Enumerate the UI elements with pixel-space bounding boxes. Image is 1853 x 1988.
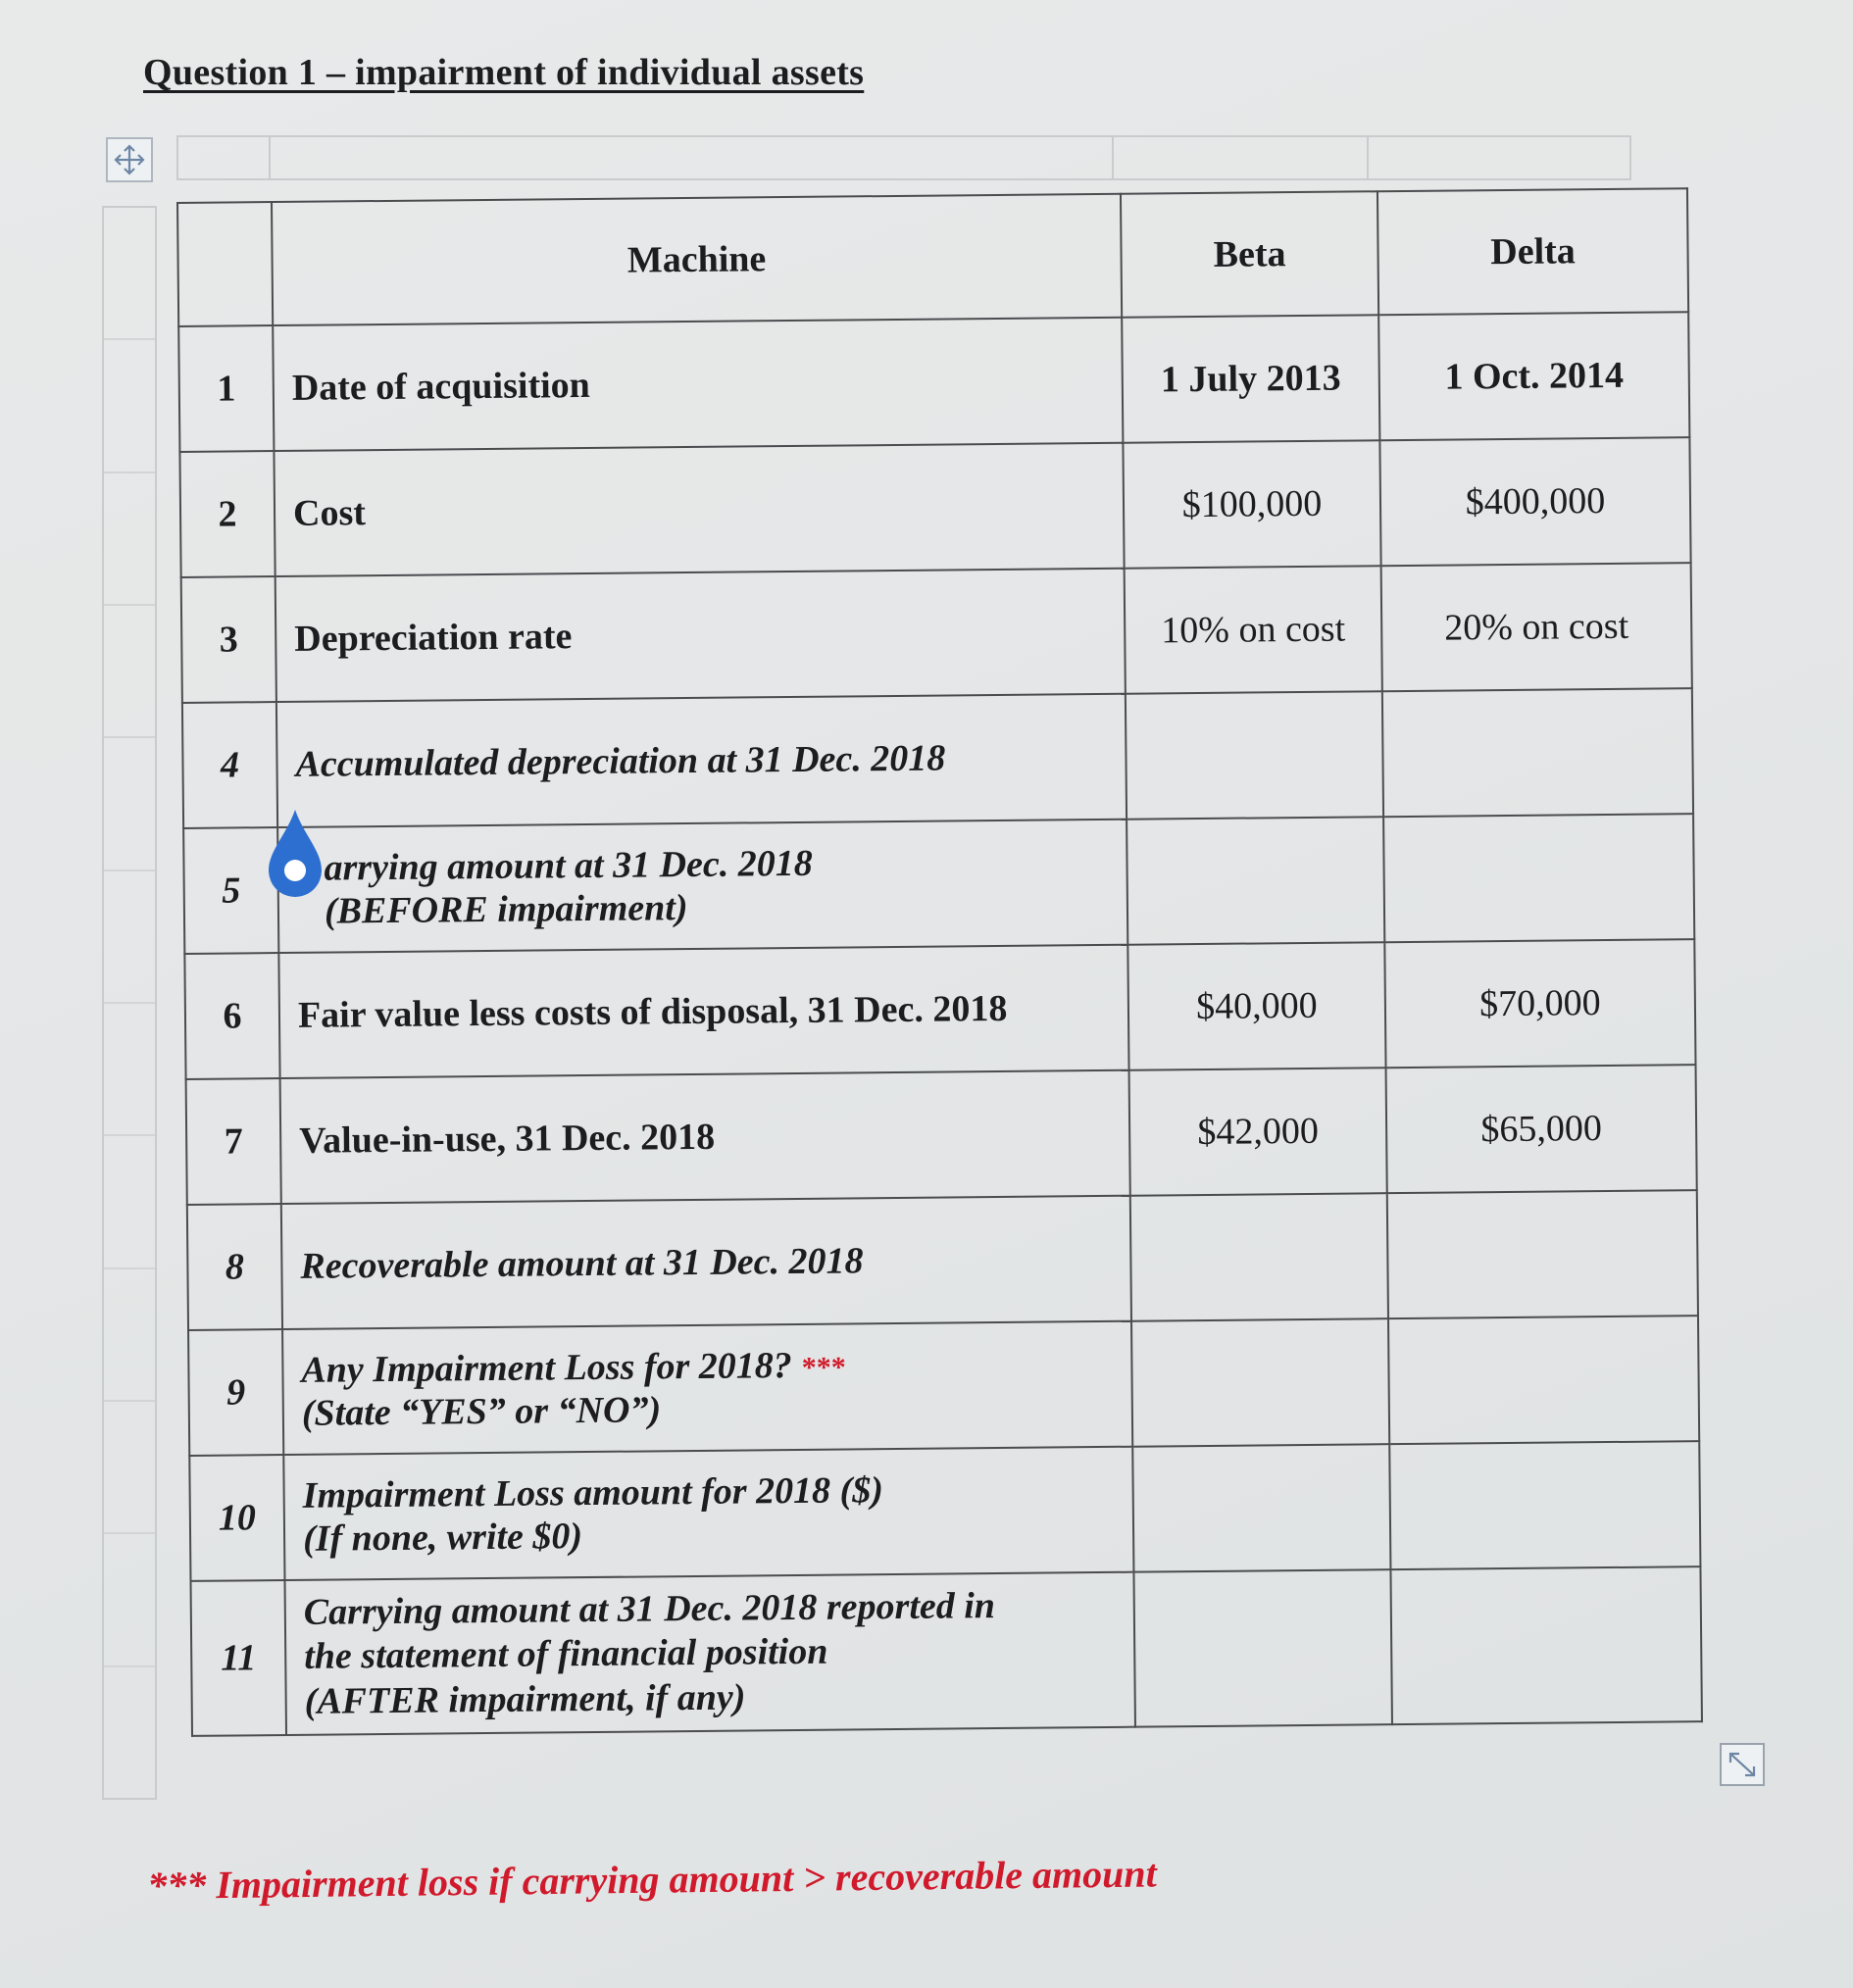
beta-cell[interactable] <box>1133 1569 1392 1727</box>
table-row <box>189 1441 1700 1581</box>
row-label-subtext: (AFTER impairment, if any) <box>304 1676 746 1722</box>
beta-cell[interactable]: $100,000 <box>1123 440 1380 569</box>
row-label-text: Accumulated depreciation at 31 Dec. 2018 <box>295 737 946 785</box>
delta-cell[interactable] <box>1388 1316 1699 1444</box>
delta-cell[interactable]: $65,000 <box>1386 1065 1697 1193</box>
delta-cell[interactable]: $70,000 <box>1384 939 1695 1068</box>
table-row <box>186 1065 1697 1205</box>
row-number: 7 <box>186 1078 281 1205</box>
row-label-text: Value-in-use, 31 Dec. 2018 <box>298 1116 716 1162</box>
table-row <box>183 814 1694 954</box>
beta-cell[interactable] <box>1127 817 1384 945</box>
beta-cell[interactable] <box>1130 1193 1388 1321</box>
row-number: 11 <box>191 1580 287 1736</box>
beta-cell[interactable] <box>1132 1444 1390 1572</box>
text-cursor-drop-icon[interactable] <box>265 806 326 900</box>
row-label-subtext: (If none, write $0) <box>302 1516 583 1560</box>
row-number: 3 <box>181 576 276 703</box>
header-num <box>177 202 273 326</box>
beta-cell[interactable]: 1 July 2013 <box>1122 315 1379 443</box>
row-label-subtext: (BEFORE impairment) <box>324 887 688 932</box>
row-label-subtext: the statement of financial position <box>304 1630 828 1678</box>
resize-diagonal-icon <box>1726 1749 1759 1780</box>
delta-cell[interactable]: 1 Oct. 2014 <box>1378 312 1689 440</box>
delta-cell[interactable]: 20% on cost <box>1381 563 1692 691</box>
row-label[interactable] <box>276 694 1127 827</box>
table-header-row <box>177 188 1688 326</box>
delta-cell[interactable] <box>1387 1190 1698 1318</box>
table-row <box>188 1316 1699 1456</box>
table-column-guides <box>176 135 1631 180</box>
impairment-table <box>176 187 1703 1737</box>
delta-cell[interactable] <box>1390 1566 1702 1724</box>
row-label[interactable] <box>273 318 1123 451</box>
row-label[interactable] <box>274 443 1124 576</box>
impairment-stars: *** <box>801 1351 846 1384</box>
row-label[interactable] <box>275 569 1126 702</box>
row-label-text: Date of acquisition <box>291 364 591 409</box>
table-row <box>187 1190 1698 1330</box>
question-title: Question 1 – impairment of individual assets <box>143 52 865 93</box>
row-label-text: Carrying amount at 31 Dec. 2018 reported in <box>303 1584 996 1633</box>
row-label[interactable] <box>277 820 1127 953</box>
beta-cell[interactable] <box>1131 1318 1389 1447</box>
row-label[interactable] <box>283 1447 1133 1580</box>
row-label[interactable] <box>280 1070 1130 1204</box>
table-row <box>179 437 1690 577</box>
table-row <box>182 688 1693 828</box>
row-number: 2 <box>179 451 275 577</box>
row-label-text: Depreciation rate <box>294 616 573 660</box>
row-number: 10 <box>189 1455 284 1581</box>
delta-cell[interactable] <box>1389 1441 1700 1569</box>
table-row <box>191 1566 1702 1736</box>
table-row <box>178 312 1689 452</box>
row-label-text: arrying amount at 31 Dec. 2018 <box>324 842 813 889</box>
footnote: *** Impairment loss if carrying amount > recoverable amount <box>147 1851 1158 1908</box>
row-label-text: Recoverable amount at 31 Dec. 2018 <box>300 1240 864 1287</box>
beta-cell[interactable]: $40,000 <box>1127 942 1385 1070</box>
row-label[interactable] <box>278 945 1128 1078</box>
row-number: 6 <box>184 953 279 1079</box>
row-label-text: Cost <box>292 492 367 534</box>
move-arrows-icon <box>112 142 147 177</box>
table-resize-handle[interactable] <box>1720 1743 1765 1786</box>
header-machine: Machine <box>272 194 1122 325</box>
row-number: 8 <box>187 1204 282 1330</box>
row-label-text: Impairment Loss amount for 2018 ($) <box>302 1469 884 1516</box>
row-label[interactable] <box>285 1572 1135 1735</box>
row-label[interactable] <box>281 1196 1131 1329</box>
row-selection-gutter[interactable] <box>102 206 157 1800</box>
row-number: 1 <box>178 325 274 452</box>
beta-cell[interactable]: 10% on cost <box>1125 566 1382 694</box>
beta-cell[interactable]: $42,000 <box>1129 1068 1387 1196</box>
row-label[interactable] <box>282 1321 1132 1455</box>
table-move-handle[interactable] <box>106 137 153 182</box>
row-label-text: Any Impairment Loss for 2018? <box>301 1345 793 1391</box>
delta-cell[interactable] <box>1383 814 1694 942</box>
row-label-text: Fair value less costs of disposal, 31 Dec. 2018 <box>297 987 1008 1036</box>
row-number: 4 <box>182 702 277 828</box>
row-number: 9 <box>188 1329 283 1456</box>
delta-cell[interactable]: $400,000 <box>1379 437 1690 566</box>
header-beta: Beta <box>1121 191 1378 318</box>
beta-cell[interactable] <box>1126 691 1383 820</box>
row-number: 5 <box>183 827 278 954</box>
delta-cell[interactable] <box>1382 688 1693 817</box>
header-delta: Delta <box>1377 188 1688 315</box>
row-label-subtext: (State “YES” or “NO”) <box>301 1389 662 1434</box>
table-row <box>181 563 1692 703</box>
table-row <box>184 939 1695 1079</box>
